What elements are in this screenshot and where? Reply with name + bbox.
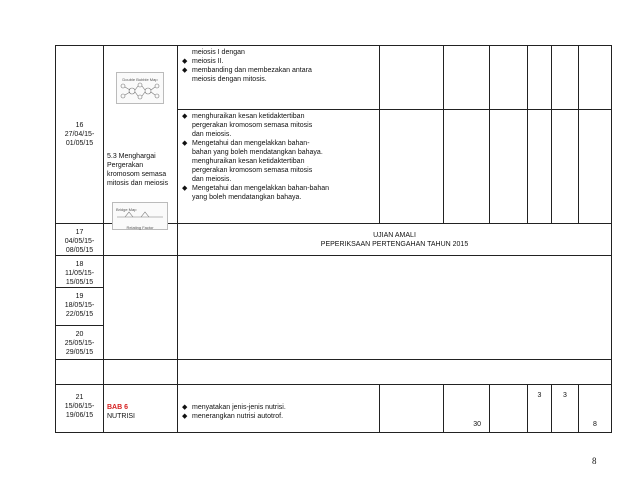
- outcome-line: [182, 157, 375, 166]
- outcome-line: [182, 121, 375, 130]
- empty-cell: [528, 110, 552, 224]
- outcome-line: [182, 403, 375, 412]
- outcome-text: meiosis I dengan: [192, 49, 245, 56]
- outcome-line: [182, 166, 375, 175]
- week-date-end: 19/06/15: [65, 412, 94, 419]
- empty-cell: [104, 256, 178, 360]
- learning-outcomes-cell: [178, 46, 380, 110]
- value-text: 3: [563, 392, 567, 399]
- week-date-start: 15/06/15-: [64, 403, 95, 410]
- outcome-text: menghuraikan kesan ketidaktertiban: [192, 113, 305, 120]
- table-row: [56, 256, 612, 288]
- outcome-text: menerangkan nutrisi autotrof.: [192, 413, 284, 420]
- topic-title: [107, 152, 177, 188]
- week-date-end: 08/05/15: [65, 247, 94, 254]
- topic-line: 5.3 Menghargai: [107, 153, 156, 160]
- outcome-text: pergerakan kromosom semasa mitosis: [192, 167, 313, 174]
- week-date-end: 29/05/15: [65, 349, 94, 356]
- learning-outcomes-cell: [178, 110, 380, 224]
- bullet-icon: ◆: [182, 185, 188, 192]
- empty-cell: [380, 110, 444, 224]
- outcome-text: menghuraikan kesan ketidaktertiban: [192, 158, 305, 165]
- cuti-cell: [178, 360, 612, 385]
- value-cell: [552, 385, 579, 433]
- week-date-start: 25/05/15-: [64, 340, 95, 347]
- week-date-end: 15/05/15: [65, 279, 94, 286]
- page-number: 8: [592, 456, 597, 466]
- outcome-line: [182, 412, 375, 421]
- exam-cell: [178, 256, 612, 360]
- outcome-text: meiosis dengan mitosis.: [192, 76, 267, 83]
- table-row: [56, 385, 612, 433]
- week-number: 16: [75, 122, 84, 129]
- empty-cell: [56, 360, 104, 385]
- outcomes-list: [182, 48, 375, 84]
- bullet-icon: ◆: [182, 113, 188, 120]
- week-number: 19: [75, 293, 84, 300]
- week-date-start: 18/05/15-: [64, 302, 95, 309]
- outcomes-list: [182, 112, 375, 202]
- week-number: 21: [75, 394, 84, 401]
- value-text: 8: [593, 421, 597, 428]
- topic-line: Pergerakan: [107, 162, 144, 169]
- value-text: 30: [473, 421, 481, 428]
- table-row: [56, 360, 612, 385]
- week-number: 18: [75, 261, 84, 268]
- outcomes-list: [182, 403, 375, 421]
- outcome-text: bahan yang boleh mendatangkan bahaya.: [192, 149, 323, 156]
- ujian-amali-title: UJIAN AMALI: [373, 231, 416, 239]
- outcome-text: membanding dan membezakan antara: [192, 67, 312, 74]
- outcome-line: [182, 66, 375, 75]
- outcome-line: [182, 175, 375, 184]
- bullet-icon: ◆: [182, 413, 188, 420]
- value-cell: [579, 385, 612, 433]
- thumbnail-label: Bridge Map: [116, 207, 137, 212]
- week-date-end: 01/05/15: [65, 140, 94, 147]
- week-cell: [56, 224, 104, 256]
- outcome-line: [182, 148, 375, 157]
- outcome-line: [182, 75, 375, 84]
- ujian-amali-subtitle: PEPERIKSAAN PERTENGAHAN TAHUN 2015: [320, 240, 469, 248]
- week-date-start: 27/04/15-: [64, 131, 95, 138]
- week-number: 20: [75, 331, 84, 338]
- outcome-line: [182, 130, 375, 139]
- week-date-start: 11/05/15-: [64, 270, 95, 277]
- outcome-text: yang boleh mendatangkan bahaya.: [192, 194, 302, 201]
- bullet-icon: ◆: [182, 58, 188, 65]
- week-cell: [56, 326, 104, 360]
- bullet-icon: ◆: [182, 404, 188, 411]
- outcome-line: [182, 112, 375, 121]
- empty-cell: [444, 110, 490, 224]
- ujian-amali-cell: [178, 224, 612, 256]
- outcome-line: [182, 184, 375, 193]
- topic-cell: [104, 46, 178, 230]
- week-number: 17: [75, 229, 84, 236]
- bullet-icon: ◆: [182, 140, 188, 147]
- outcome-line: [182, 48, 375, 57]
- table-row: [56, 46, 612, 110]
- outcome-text: menyatakan jenis-jenis nutrisi.: [192, 404, 286, 411]
- week-date-end: 22/05/15: [65, 311, 94, 318]
- empty-cell: [552, 110, 579, 224]
- value-cell: [528, 385, 552, 433]
- outcome-text: Mengetahui dan mengelakkan bahan-bahan: [192, 185, 329, 192]
- empty-cell: [490, 46, 528, 110]
- outcome-text: dan meiosis.: [192, 176, 232, 183]
- topic-cell: [104, 385, 178, 433]
- topic-title: NUTRISI: [107, 413, 135, 420]
- empty-cell: [552, 46, 579, 110]
- empty-cell: [490, 110, 528, 224]
- outcome-text: Mengetahui dan mengelakkan bahan-: [192, 140, 310, 147]
- schedule-table: [55, 45, 612, 433]
- empty-cell: [528, 46, 552, 110]
- empty-cell: [380, 46, 444, 110]
- bridge-map-thumbnail: [112, 202, 168, 230]
- outcome-text: pergerakan kromosom semasa mitosis: [192, 122, 313, 129]
- empty-cell: [380, 385, 444, 433]
- outcome-line: [182, 193, 375, 202]
- empty-cell: [104, 360, 178, 385]
- value-cell: [444, 385, 490, 433]
- thumbnail-sublabel: Relating Factor: [126, 225, 154, 230]
- week-cell: [56, 385, 104, 433]
- week-date-start: 04/05/15-: [64, 238, 95, 245]
- bullet-icon: ◆: [182, 67, 188, 74]
- chapter-label: BAB 6: [107, 404, 129, 411]
- empty-cell: [444, 46, 490, 110]
- thumbnail-label: Double Bubble Map: [122, 77, 158, 82]
- week-cell: [56, 256, 104, 288]
- topic-line: kromosom semasa: [107, 171, 167, 178]
- outcome-line: [182, 139, 375, 148]
- learning-outcomes-cell: [178, 385, 380, 433]
- double-bubble-map-thumbnail: [116, 72, 164, 104]
- outcome-line: [182, 57, 375, 66]
- value-text: 3: [537, 392, 542, 399]
- empty-cell: [579, 110, 612, 224]
- empty-cell: [490, 385, 528, 433]
- outcome-text: meiosis II.: [192, 58, 224, 65]
- topic-line: mitosis dan meiosis: [107, 180, 169, 187]
- week-cell: [56, 288, 104, 326]
- empty-cell: [579, 46, 612, 110]
- week-cell: [56, 46, 104, 224]
- outcome-text: dan meiosis.: [192, 131, 232, 138]
